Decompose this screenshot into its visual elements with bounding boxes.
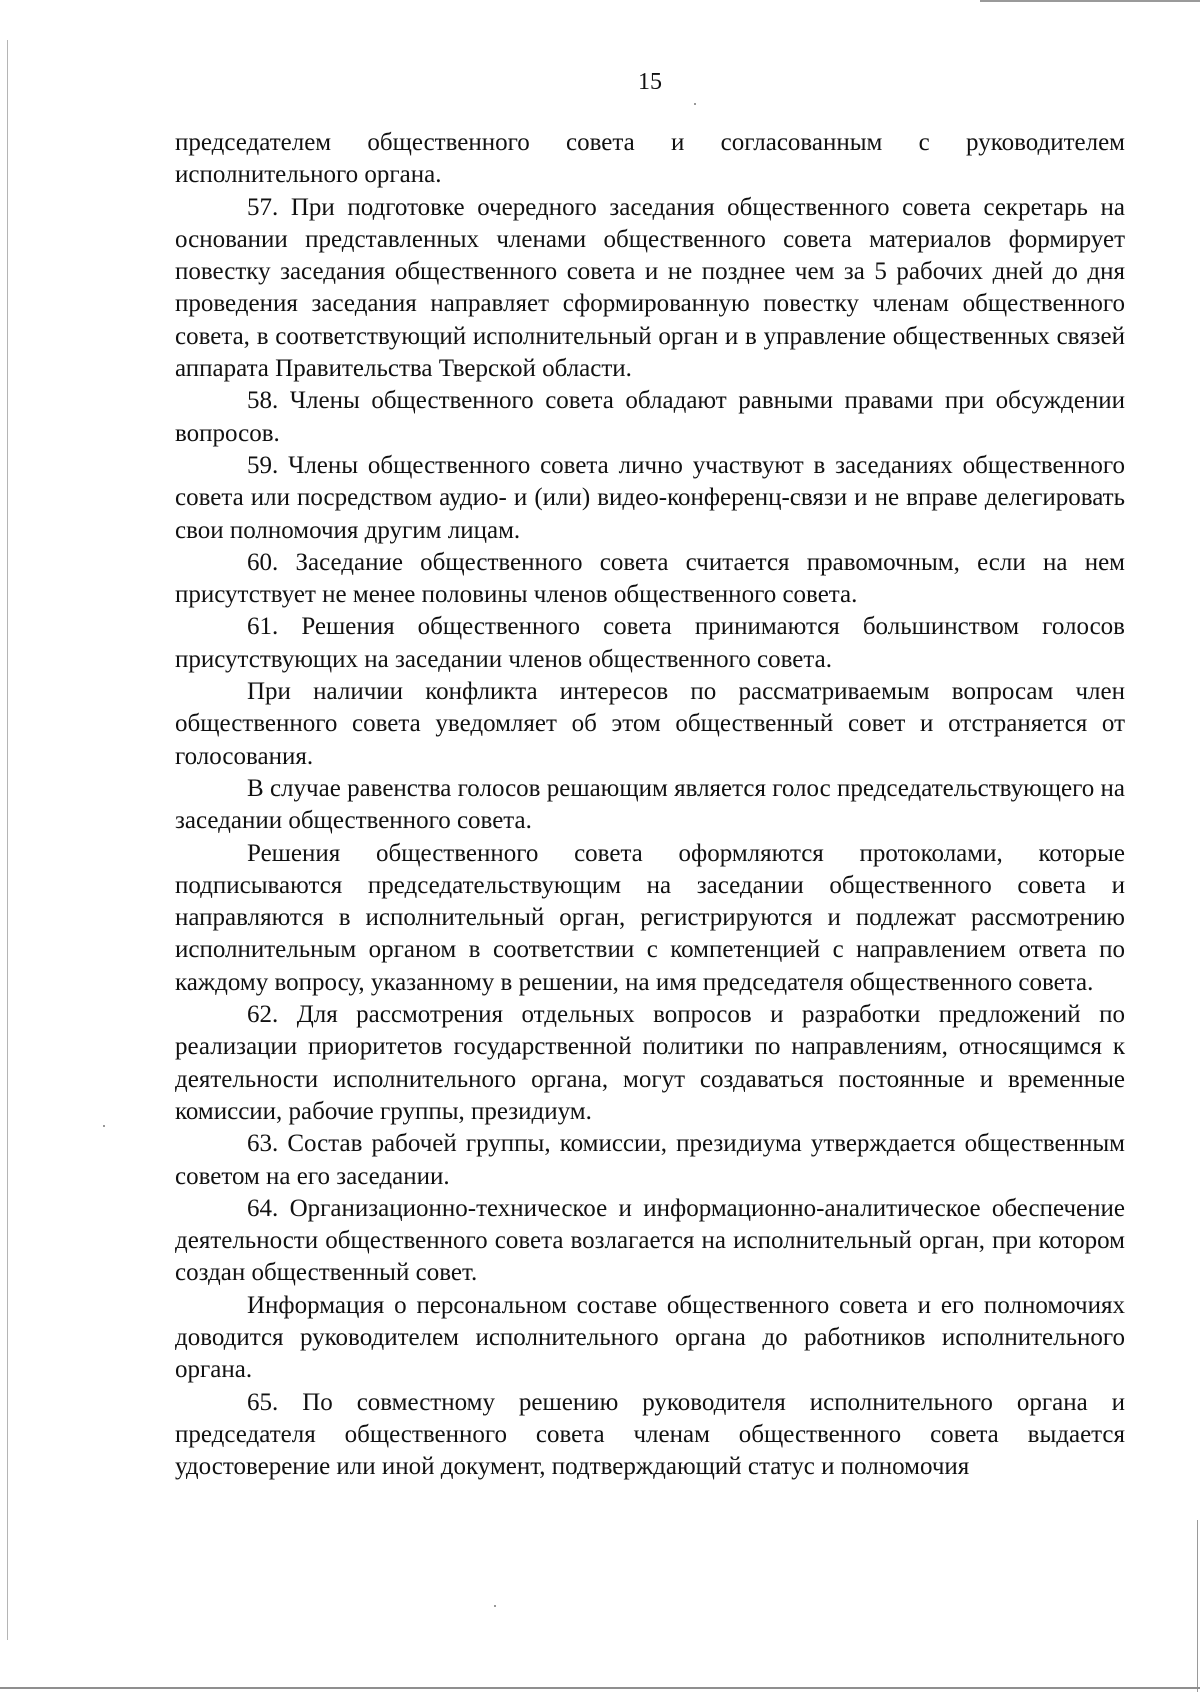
paragraph: 62. Для рассмотрения отдельных вопросов и разработки предложений по реализации приоритетов государственной политики по направлениям, относящимся к деятельности исполнительного органа, могут создаваться постоянные и временные комиссии, рабочие группы, президиум. [175,1001,1125,1125]
paragraph: 64. Организационно-техническое и информационно-аналитическое обеспечение деятельности общественного совета возлагается на исполнительный орган, при котором создан общественный совет. [175,1194,1125,1287]
scan-speck [494,1605,496,1607]
scan-edge-top [980,0,1200,2]
scan-edge-left [7,40,8,1640]
paragraph: В случае равенства голосов решающим является голос председательствующего на заседании общественного совета. [175,774,1125,835]
document-body [175,127,1125,1483]
paragraph: 57. При подготовке очередного заседания общественного совета секретарь на основании представленных членами общественного совета материалов формирует повестку заседания общественного совета и не позднее чем за 5 рабочих дней до дня проведения заседания направляет сформированную повестку членам общественного совета, в соответствующий исполнительный орган и в управление общественных связей аппарата Правительства Тверской области. [175,193,1125,383]
paragraph: 60. Заседание общественного совета считается правомочным, если на нем присутствует не менее половины членов общественного совета. [175,548,1125,609]
paragraph: 61. Решения общественного совета принимаются большинством голосов присутствующих на заседании членов общественного совета. [175,613,1125,673]
scan-speck [103,1125,105,1127]
paragraph: 58. Члены общественного совета обладают равными правами при обсуждении вопросов. [175,387,1125,447]
scan-edge-bottom [0,1687,1200,1689]
paragraph: председателем общественного совета и согласованным с руководителем исполнительного органа. [175,129,1125,189]
page-number: 15 [638,69,662,95]
paragraph: Информация о персональном составе общественного совета и его полномочиях доводится руководителем исполнительного органа до работников исполнительного органа. [175,1291,1125,1384]
scan-edge-right [1197,1520,1198,1692]
paragraph: 65. По совместному решению руководителя исполнительного органа и председателя общественного совета членам общественного совета выдается удостоверение или иной документ, подтверждающий статус и полномочия [175,1388,1125,1481]
paragraph: Решения общественного совета оформляются протоколами, которые подписываются председательствующим на заседании общественного совета и направляются в исполнительный орган, регистрируются и подлежат рассмотрению исполнительным органом в соответствии с компетенцией с направлением ответа по каждому вопросу, указанному в решении, на имя председателя общественного совета. [175,839,1125,996]
paragraph: При наличии конфликта интересов по рассматриваемым вопросам член общественного совета уведомляет об этом общественный совет и отстраняется от голосования. [175,678,1125,770]
paragraph: 63. Состав рабочей группы, комиссии, президиума утверждается общественным советом на его заседании. [175,1130,1125,1190]
scan-speck [694,103,696,105]
paragraph: 59. Члены общественного совета лично участвуют в заседаниях общественного совета или посредством аудио- и (или) видео-конференц-связи и не вправе делегировать свои полномочия другим лицам. [175,451,1125,544]
